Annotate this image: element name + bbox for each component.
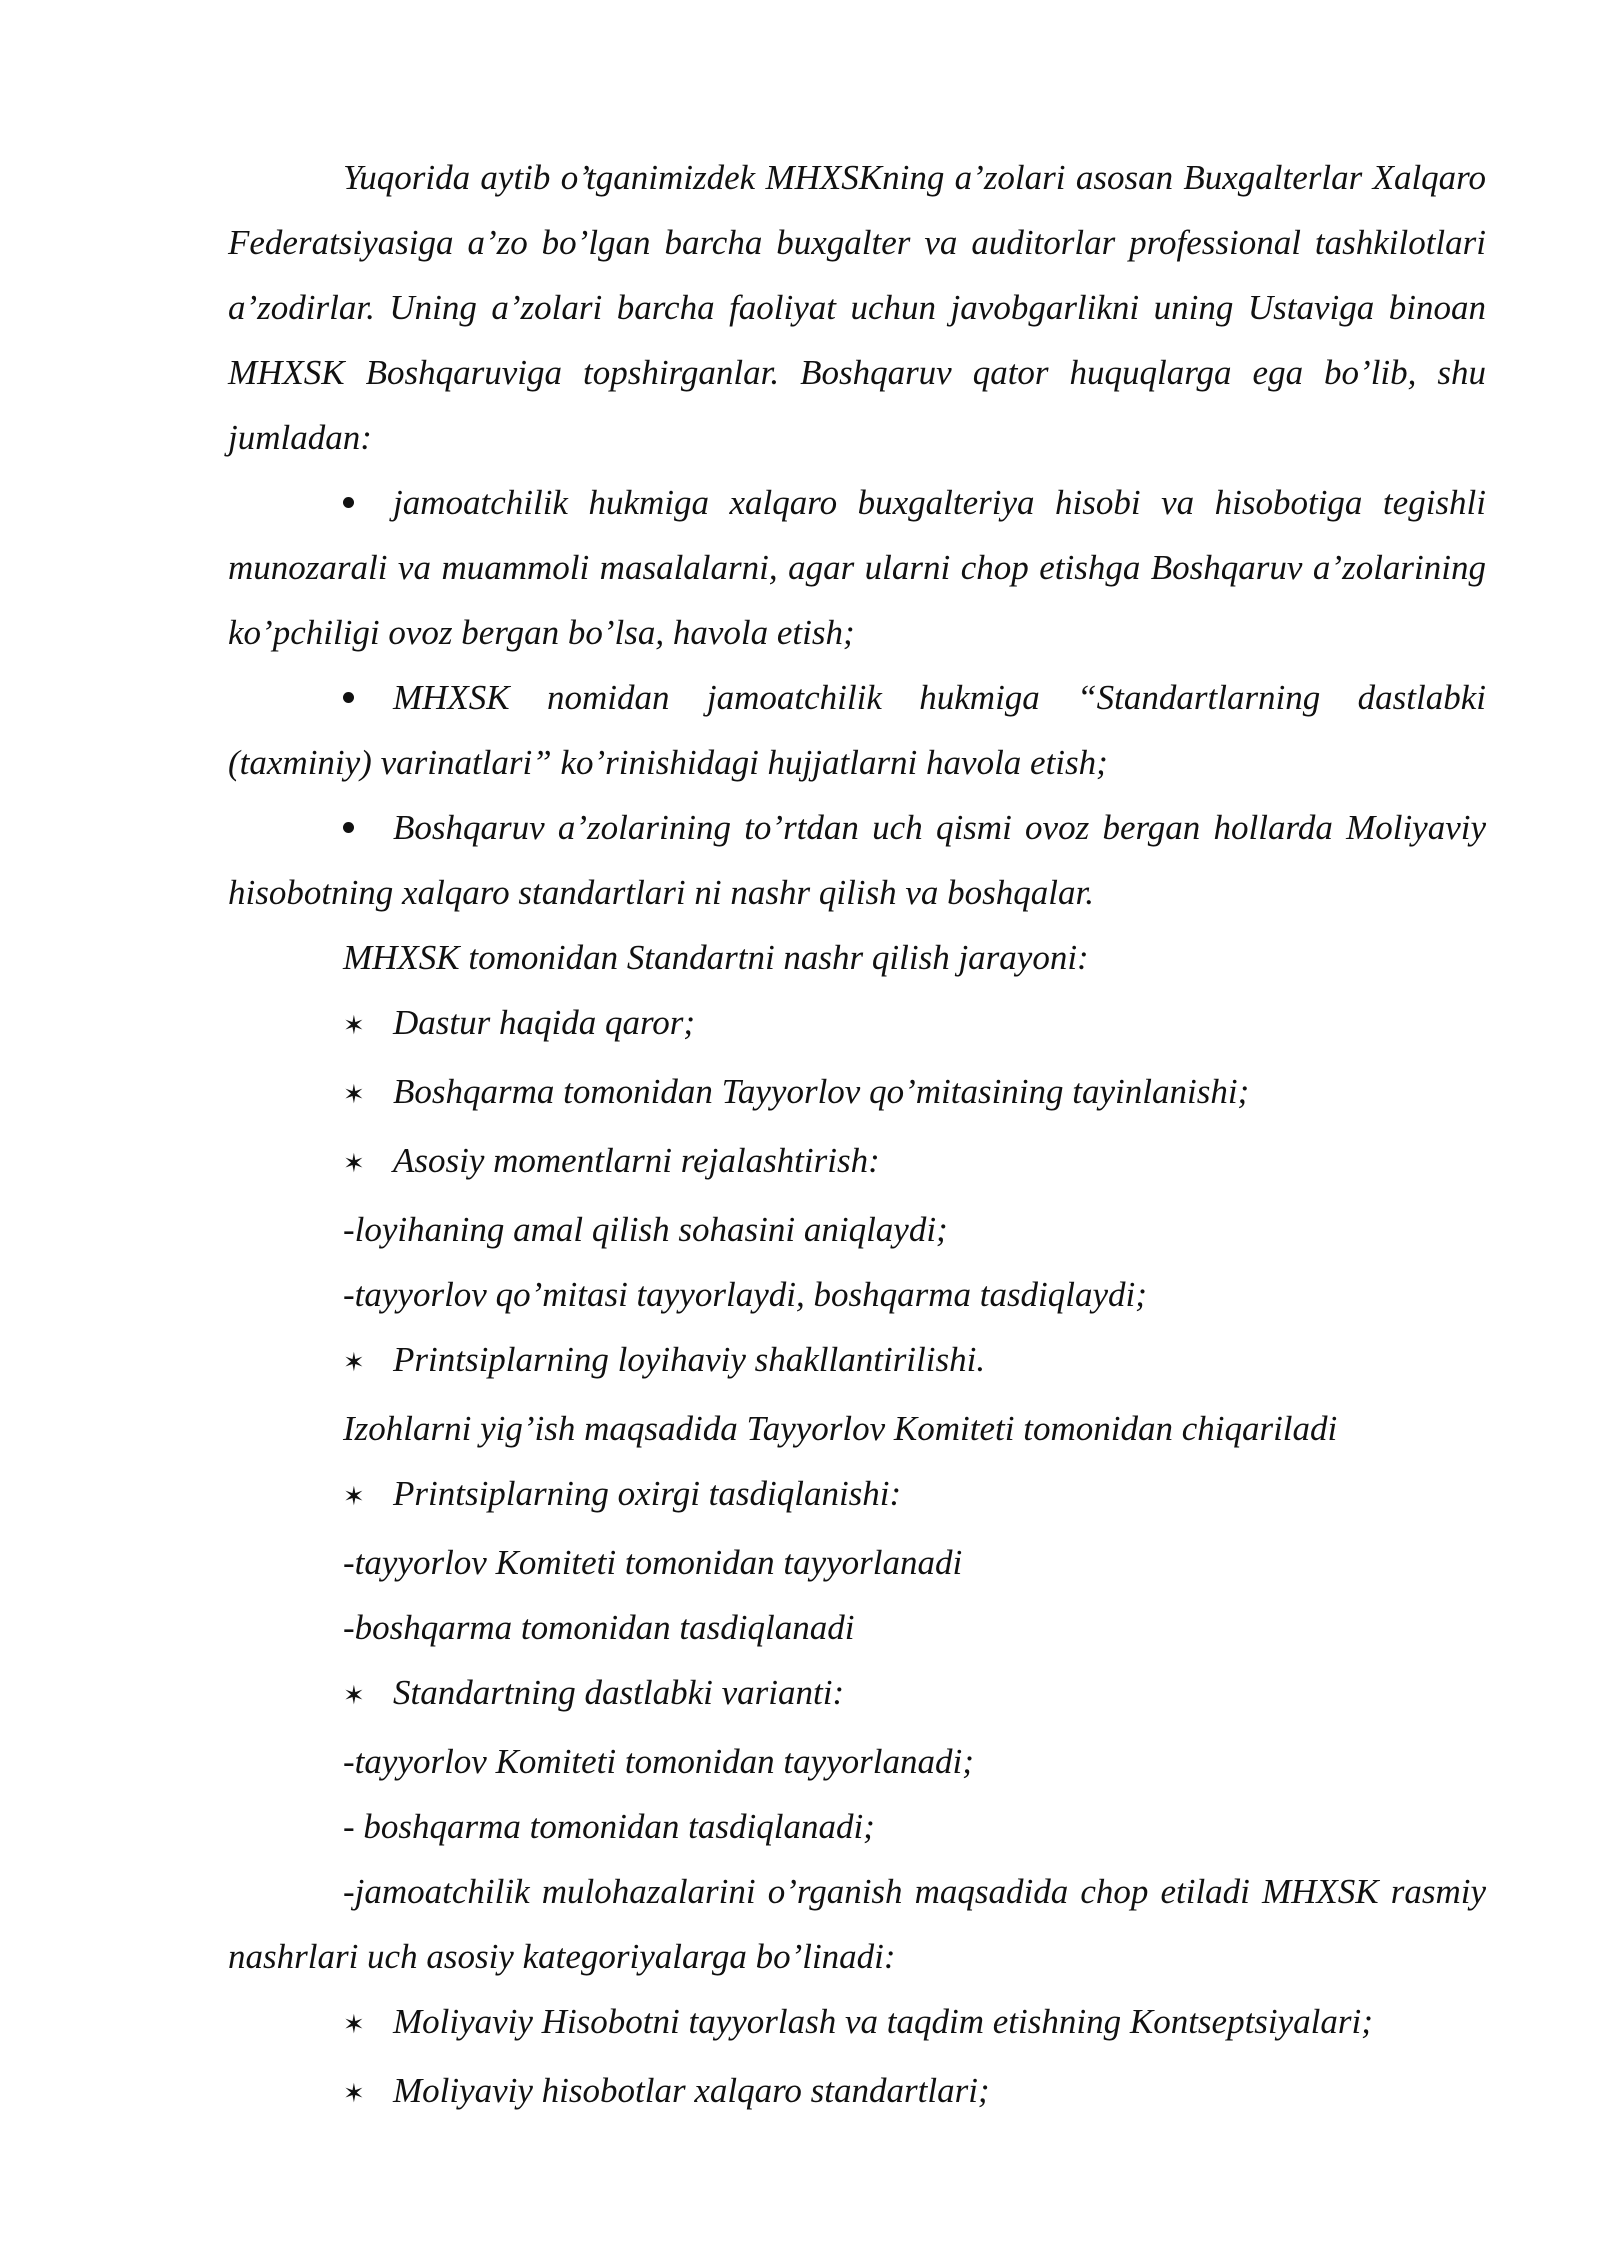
process-heading: MHXSK tomonidan Standartni nashr qilish jarayoni: — [343, 938, 1089, 977]
bullet-text: jamoatchilik hukmiga xalqaro buxgalteriya hisobi va hisobotiga tegishli munozarali va muammoli masalalarni, agar ularni chop etishga Boshqaruv a’zolarining ko’pchiligi ovoz bergan bo’lsa, havola etish; — [228, 483, 1486, 652]
star-item-8 — [228, 2058, 1486, 2127]
bullet-item-2 — [228, 665, 1486, 795]
bullet-item-1 — [228, 470, 1486, 665]
star-item-4 — [228, 1327, 1486, 1396]
star-icon: ✶ — [343, 1681, 365, 1711]
star-text: Moliyaviy hisobotlar xalqaro standartlari; — [393, 2071, 990, 2110]
document-body — [228, 145, 1486, 2127]
bullet-text: Boshqaruv a’zolarining to’rtdan uch qismi ovoz bergan hollarda Moliyaviy hisobotning xalqaro standartlari ni nashr qilish va boshqalar. — [228, 808, 1486, 912]
bullet-text: MHXSK nomidan jamoatchilik hukmiga “Standartlarning dastlabki (taxminiy) varinatlari” ko’rinishidagi hujjatlarni havola etish; — [228, 678, 1486, 782]
star-text: Boshqarma tomonidan Tayyorlov qo’mitasining tayinlanishi; — [393, 1072, 1250, 1111]
star-icon: ✶ — [343, 1149, 365, 1179]
star-item-1 — [228, 990, 1486, 1059]
star-text: Asosiy momentlarni rejalashtirish: — [393, 1141, 880, 1180]
star-text: Printsiplarning loyihaviy shakllantirilishi. — [393, 1340, 986, 1379]
bullet-dot-icon — [343, 665, 393, 730]
bullet-item-3 — [228, 795, 1486, 925]
star-text: Moliyaviy Hisobotni tayyorlash va taqdim etishning Kontseptsiyalari; — [393, 2002, 1373, 2041]
sub-line-4: -tayyorlov Komiteti tomonidan tayyorlanadi — [343, 1543, 963, 1582]
star-text: Dastur haqida qaror; — [393, 1003, 696, 1042]
bullet-dot-icon — [343, 470, 393, 535]
star-item-7 — [228, 1989, 1486, 2058]
star-item-5 — [228, 1461, 1486, 1530]
sub-line-5: -boshqarma tomonidan tasdiqlanadi — [343, 1608, 855, 1647]
star-item-2 — [228, 1059, 1486, 1128]
sub-line-1: -loyihaning amal qilish sohasini aniqlaydi; — [343, 1210, 948, 1249]
star-icon: ✶ — [343, 2010, 365, 2040]
intro-paragraph: Yuqorida aytib o’tganimizdek MHXSKning a’zolari asosan Buxgalterlar Xalqaro Federatsiyasiga a’zo bo’lgan barcha buxgalter va auditorlar professional tashkilotlari a’zodirlar. Uning a’zolari barcha faoliyat uchun javobgarlikni uning Ustaviga binoan MHXSK Boshqaruviga topshirganlar. Boshqaruv qator huquqlarga ega bo’lib, shu jumladan: — [228, 158, 1486, 457]
star-text: Standartning dastlabki varianti: — [393, 1673, 845, 1712]
star-icon: ✶ — [343, 1080, 365, 1110]
categories-paragraph: -jamoatchilik mulohazalarini o’rganish maqsadida chop etiladi MHXSK rasmiy nashrlari uch asosiy kategoriyalarga bo’linadi: — [228, 1872, 1486, 1976]
star-item-6 — [228, 1660, 1486, 1729]
star-text: Printsiplarning oxirgi tasdiqlanishi: — [393, 1474, 902, 1513]
star-icon: ✶ — [343, 2079, 365, 2109]
sub-line-2: -tayyorlov qo’mitasi tayyorlaydi, boshqarma tasdiqlaydi; — [343, 1275, 1147, 1314]
bullet-dot-icon — [343, 795, 393, 860]
star-item-3 — [228, 1128, 1486, 1197]
sub-line-3: Izohlarni yig’ish maqsadida Tayyorlov Komiteti tomonidan chiqariladi — [343, 1409, 1338, 1448]
star-icon: ✶ — [343, 1011, 365, 1041]
sub-line-6: -tayyorlov Komiteti tomonidan tayyorlanadi; — [343, 1742, 974, 1781]
star-icon: ✶ — [343, 1482, 365, 1512]
sub-line-7: - boshqarma tomonidan tasdiqlanadi; — [343, 1807, 875, 1846]
star-icon: ✶ — [343, 1348, 365, 1378]
